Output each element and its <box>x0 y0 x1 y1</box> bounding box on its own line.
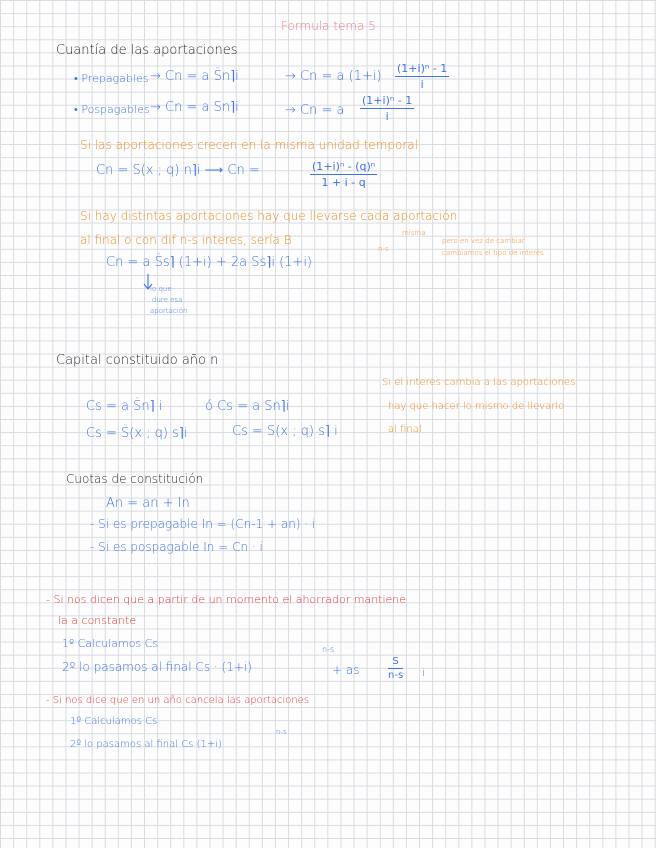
heading-capital: Capital constituido año n <box>56 353 219 368</box>
red-step-2: 2º lo pasamos al final Cs · (1+i) <box>62 660 252 674</box>
page-title: Formula tema 5 <box>281 19 376 33</box>
heading-cuotas: Cuotas de constitución <box>66 472 204 486</box>
crecen-text: Si las aportaciones crecen en la misma unidad temporal <box>80 138 418 152</box>
capital-formula-b: ó Cs = a Sn⌉i <box>205 399 290 414</box>
capital-note-1: Si el interes cambia a las aportaciones <box>382 377 576 388</box>
pospagables-formula-2: → Cn = a <box>285 103 345 118</box>
crecen-frac-num: (1+i)ⁿ - (q)ⁿ <box>312 160 376 173</box>
annotation-line-1: lo que <box>150 285 172 293</box>
red-step-2-rest: + as <box>332 663 360 677</box>
crecen-fraction <box>310 160 377 189</box>
cuotas-formula: An = an + In <box>106 496 190 511</box>
red-step-2-i: i <box>422 666 426 679</box>
annotation-line-2: dure esa <box>152 296 183 304</box>
pospagables-fraction <box>360 94 414 123</box>
capital-formula-a: Cs = a S̈n⌉ i <box>86 399 163 414</box>
distintas-note-1: pero en vez de cambiar <box>442 237 525 245</box>
distintas-sub: n-s <box>378 245 389 253</box>
pospagables-label: • Pospagables <box>74 103 150 116</box>
red-step-4: 2º lo pasamos al final Cs (1+i) <box>70 739 222 750</box>
prepagables-frac-den: i <box>420 78 424 91</box>
capital-note-3: al final <box>388 424 422 435</box>
red-line-3: - Si nos dice que en un año cancela las aportaciones <box>46 695 310 706</box>
prepagables-frac-num: (1+i)ⁿ - 1 <box>397 62 448 75</box>
red-step-3: 1º Calculamos Cs <box>70 716 158 727</box>
red-step-2-sup: n-s <box>322 645 335 654</box>
distintas-line-2: al final o con dif n-s interes, sería B <box>80 233 292 247</box>
capital-formula-d: Cs = S(x ; q) s⌉ i <box>232 424 338 439</box>
annotation-line-3: aportación <box>150 307 188 315</box>
prepagables-formula-2: → Cn = a (1+i) <box>285 69 382 84</box>
red-step-2-fraction <box>388 656 403 681</box>
prepagables-formula: → Cn = a S̈n⌉i <box>150 69 239 84</box>
crecen-formula: Cn = S(x ; q) n⌉i ⟶ Cn = <box>96 163 260 178</box>
red-step-2-frac-num: S <box>388 656 403 669</box>
crecen-frac-den: 1 + i - q <box>321 176 366 189</box>
distintas-line-1: Si hay distintas aportaciones hay que llevarse cada aportación <box>80 209 458 223</box>
pospagables-frac-num: (1+i)ⁿ - 1 <box>362 94 413 107</box>
red-line-1: - Si nos dicen que a partir de un momento el ahorrador mantiene <box>46 593 407 606</box>
pospagables-formula: → Cn = a Sn⌉i <box>150 100 239 115</box>
capital-note-2: hay que hacer lo mismo de llevarlo <box>388 401 565 412</box>
prepagables-fraction <box>395 62 449 91</box>
red-step-4-sup: n-s <box>276 728 287 736</box>
cuotas-prepagable: - Si es prepagable In = (Cn-1 + an) · i <box>90 517 316 531</box>
prepagables-label: • Prepagables <box>74 72 149 85</box>
red-step-2-frac-den: n-s <box>388 670 404 681</box>
pospagables-frac-den: i <box>385 110 389 123</box>
distintas-formula: Cn = a S̈s⌉ (1+i) + 2a Ss⌉i (1+i) <box>106 255 313 270</box>
heading-cuantia: Cuantía de las aportaciones <box>56 43 238 58</box>
cuotas-pospagable: - Si es pospagable In = Cn · i <box>90 540 263 554</box>
red-line-2: la a constante <box>58 614 137 627</box>
capital-formula-c: Cs = S̈(x ; q) s⌉i <box>86 426 188 441</box>
distintas-note-2: cambiamos el tipo de interés <box>442 249 544 257</box>
red-step-1: 1º Calculamos Cs <box>62 637 159 650</box>
distintas-sup: misma <box>402 229 426 237</box>
